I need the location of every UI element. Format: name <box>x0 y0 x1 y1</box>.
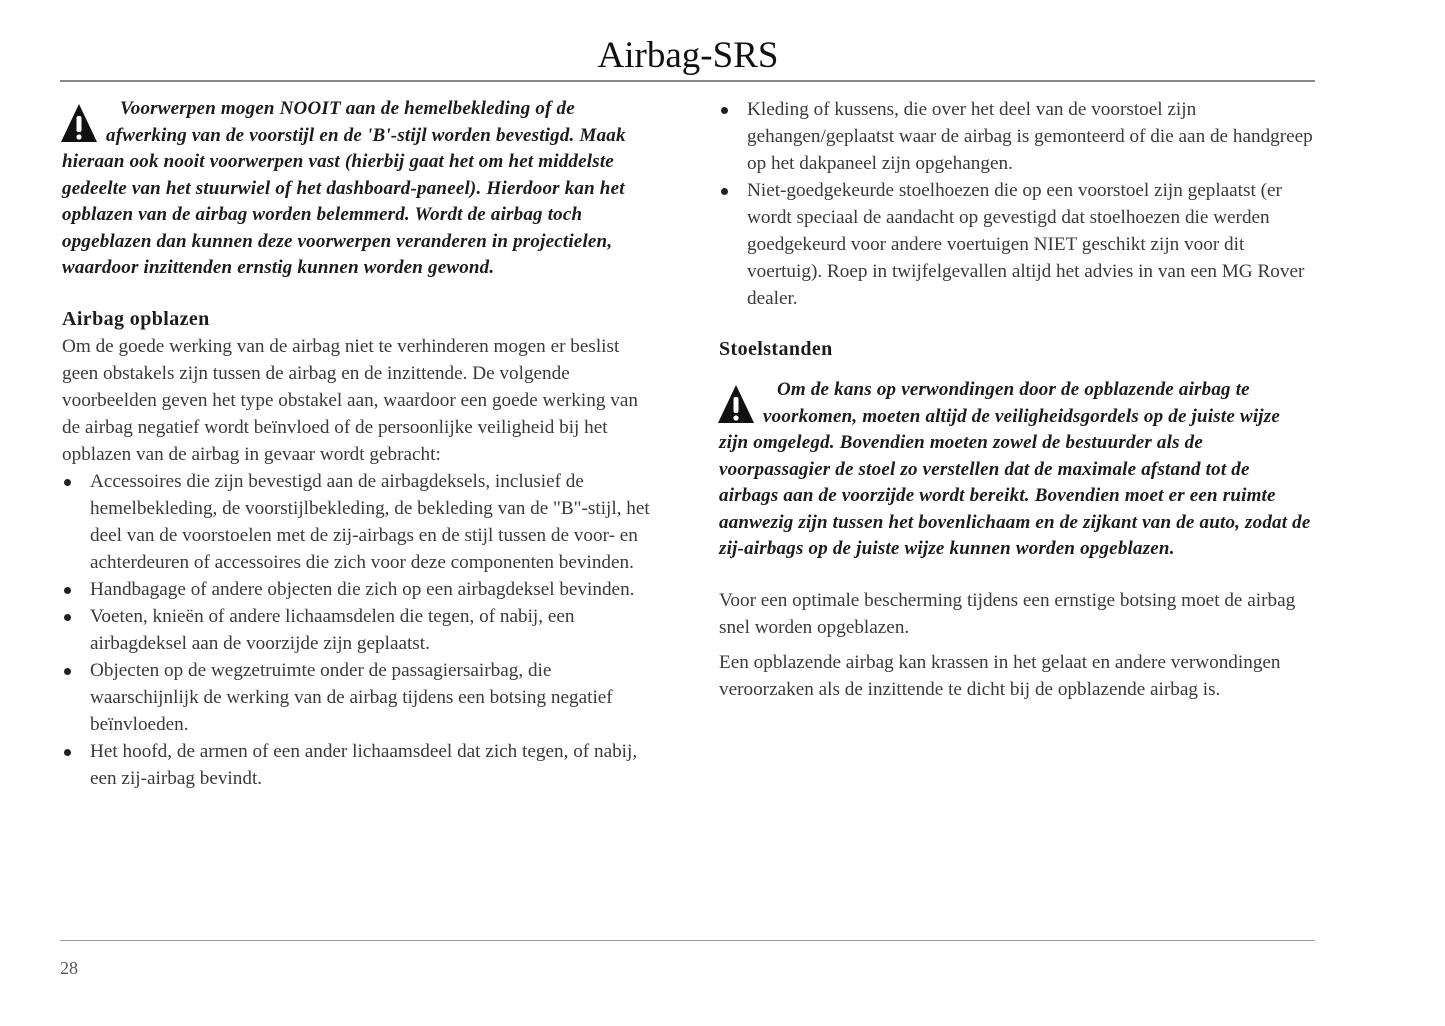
warning-body-text: Maak hieraan ook nooit voorwerpen vast (hierbij gaat het om het middelste gedeelte van het stuurwiel of het dashboard-paneel). Hierdoor kan het opblazen van de airbag worden belemmerd. Wordt de airbag toch opgeblazen dan kunnen deze voorwerpen veranderen in projectielen, waardoor inzittenden ernstig kunnen worden gewond. <box>62 124 626 278</box>
left-column <box>62 96 658 792</box>
footer-divider <box>60 940 1315 941</box>
list-item <box>62 603 658 657</box>
header-divider <box>60 80 1315 82</box>
section-heading-stoelstanden: Stoelstanden <box>719 338 833 360</box>
bullet-icon <box>64 668 71 675</box>
section-heading-airbag-opblazen: Airbag opblazen <box>62 307 210 330</box>
bullet-icon <box>721 188 728 195</box>
obstacle-list <box>62 468 658 792</box>
warning-triangle-icon <box>60 102 98 144</box>
list-item-text: Kleding of kussens, die over het deel van de voorstoel zijn gehangen/geplaatst waar de airbag is gemonteerd of die aan de handgreep op het dakpaneel zijn opgehangen. <box>747 99 1313 174</box>
warning-block-seat-position <box>719 377 1313 563</box>
warning-block-mounting <box>62 96 658 282</box>
list-item <box>719 96 1313 177</box>
list-item-text: Het hoofd, de armen of een ander lichaamsdeel dat zich tegen, of nabij, een zij-airbag bevindt. <box>90 740 638 789</box>
list-item-text: Niet-goedgekeurde stoelhoezen die op een voorstoel zijn geplaatst (er wordt speciaal de aandacht op gevestigd dat stoelhoezen die werden goedgekeurd voor andere voertuigen NIET geschikt zijn voor dit voertuig). Roep in twijfelgevallen altijd het advies in van een MG Rover dealer. <box>747 180 1305 309</box>
warning-triangle-icon <box>717 383 755 425</box>
list-item <box>62 576 658 603</box>
paragraph-optimal-protection: Voor een optimale bescherming tijdens een ernstige botsing moet de airbag snel worden opgeblazen. <box>719 589 1296 638</box>
bullet-icon <box>64 587 71 594</box>
page-number: 28 <box>60 958 78 978</box>
bullet-icon <box>721 107 728 114</box>
section-intro: Om de goede werking van de airbag niet te verhinderen mogen er beslist geen obstakels zijn tussen de airbag en de inzittende. De volgende voorbeelden geven het type obstakel aan, waardoor een goede werking van de airbag negatief wordt beïnvloed of de persoonlijke veiligheid bij het opblazen van de airbag in gevaar wordt gebracht: <box>62 335 638 465</box>
list-item <box>62 657 658 738</box>
list-item <box>719 177 1313 312</box>
bullet-icon <box>64 614 71 621</box>
list-item <box>62 738 658 792</box>
paragraph-injury-risk: Een opblazende airbag kan krassen in het gelaat en andere verwondingen veroorzaken als de inzittende te dicht bij de opblazende airbag is. <box>719 651 1281 700</box>
bullet-icon <box>64 749 71 756</box>
bullet-icon <box>64 479 71 486</box>
list-item-text: Handbagage of andere objecten die zich op een airbagdeksel bevinden. <box>90 578 635 600</box>
right-column <box>719 96 1313 703</box>
list-item-text: Objecten op de wegzetruimte onder de passagiersairbag, die waarschijnlijk de werking van de airbag tijdens een botsing negatief beïnvloeden. <box>90 659 613 735</box>
page-title: Airbag-SRS <box>597 35 779 76</box>
list-item <box>62 468 658 576</box>
warning-lead-text: Voorwerpen mogen NOOIT aan de hemelbekleding of de afwerking van de voorstijl en de 'B'-stijl worden bevestigd. <box>106 98 580 146</box>
list-item-text: Accessoires die zijn bevestigd aan de airbagdeksels, inclusief de hemelbekleding, de voorstijlbekleding, de bekleding van de "B"-stijl, het deel van de voorstoelen met de zij-airbags en de stijl tussen de voor- en achterdeuren of accessoires die zich voor deze componenten bevinden. <box>90 470 650 573</box>
warning-lead-text: Om de kans op verwondingen door de opblazende airbag te voorkomen, <box>763 379 1250 427</box>
list-item-text: Voeten, knieën of andere lichaamsdelen die tegen, of nabij, een airbagdeksel aan de voorzijde zijn geplaatst. <box>90 605 575 654</box>
obstacle-list-continued <box>719 96 1313 312</box>
warning-body-text: moeten altijd de veiligheidsgordels op de juiste wijze zijn omgelegd. Bovendien moeten zowel de bestuurder als de voorpassagier de stoel zo verstellen dat de maximale afstand tot de airbags aan de voorzijde wordt bereikt. Bovendien moet er een ruimte aanwezig zijn tussen het bovenlichaam en de zijkant van de auto, zodat de zij-airbags op de juiste wijze kunnen worden opgeblazen. <box>719 405 1311 559</box>
